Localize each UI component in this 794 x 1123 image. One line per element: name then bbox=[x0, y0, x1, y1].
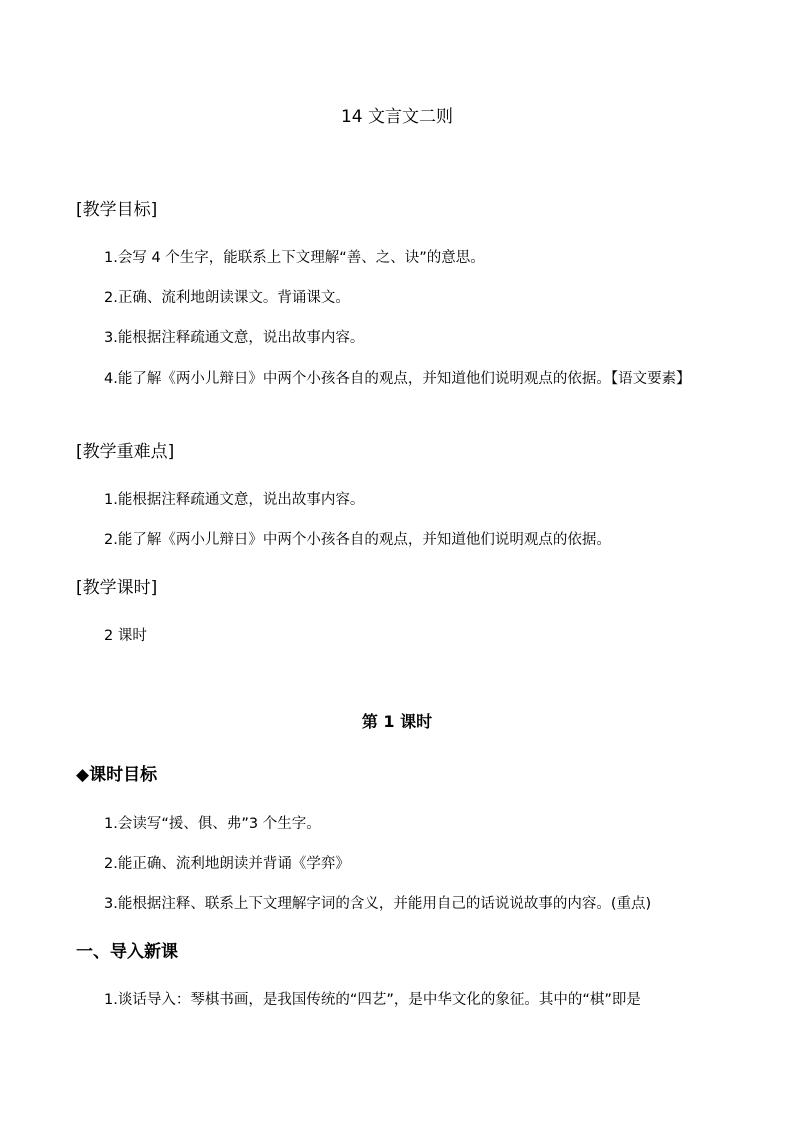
lesson-goals-heading: ◆课时目标 bbox=[76, 765, 158, 785]
section-heading-key-points: [教学重难点] bbox=[76, 442, 175, 462]
part1-item-1: 1.谈话导入：琴棋书画，是我国传统的“四艺”，是中华文化的象征。其中的“棋”即是 bbox=[104, 992, 641, 1008]
lesson-title: 第 1 课时 bbox=[361, 712, 433, 731]
goal-item-1: 1.会写 4 个生字，能联系上下文理解“善、之、诀”的意思。 bbox=[104, 250, 485, 266]
key-point-item-1: 1.能根据注释疏通文意，说出故事内容。 bbox=[104, 492, 365, 508]
section-heading-hours: [教学课时] bbox=[76, 578, 158, 598]
lesson-goal-item-1: 1.会读写“援、俱、弗”3 个生字。 bbox=[104, 816, 321, 832]
key-point-item-2: 2.能了解《两小儿辩日》中两个小孩各自的观点，并知道他们说明观点的依据。 bbox=[104, 532, 611, 548]
goal-item-4: 4.能了解《两小儿辩日》中两个小孩各自的观点，并知道他们说明观点的依据。【语文要素】 bbox=[104, 371, 691, 387]
lesson-goal-item-3: 3.能根据注释、联系上下文理解字词的含义，并能用自己的话说说故事的内容。(重点) bbox=[104, 896, 652, 912]
lesson-goal-item-2: 2.能正确、流利地朗读并背诵《学弈》 bbox=[104, 856, 350, 872]
part1-heading: 一、导入新课 bbox=[76, 942, 178, 962]
section-heading-goals: [教学目标] bbox=[76, 200, 158, 220]
document-title: 14 文言文二则 bbox=[340, 107, 454, 127]
goal-item-2: 2.正确、流利地朗读课文。背诵课文。 bbox=[104, 290, 350, 306]
hours-value: 2 课时 bbox=[104, 628, 147, 644]
goal-item-3: 3.能根据注释疏通文意，说出故事内容。 bbox=[104, 330, 365, 346]
